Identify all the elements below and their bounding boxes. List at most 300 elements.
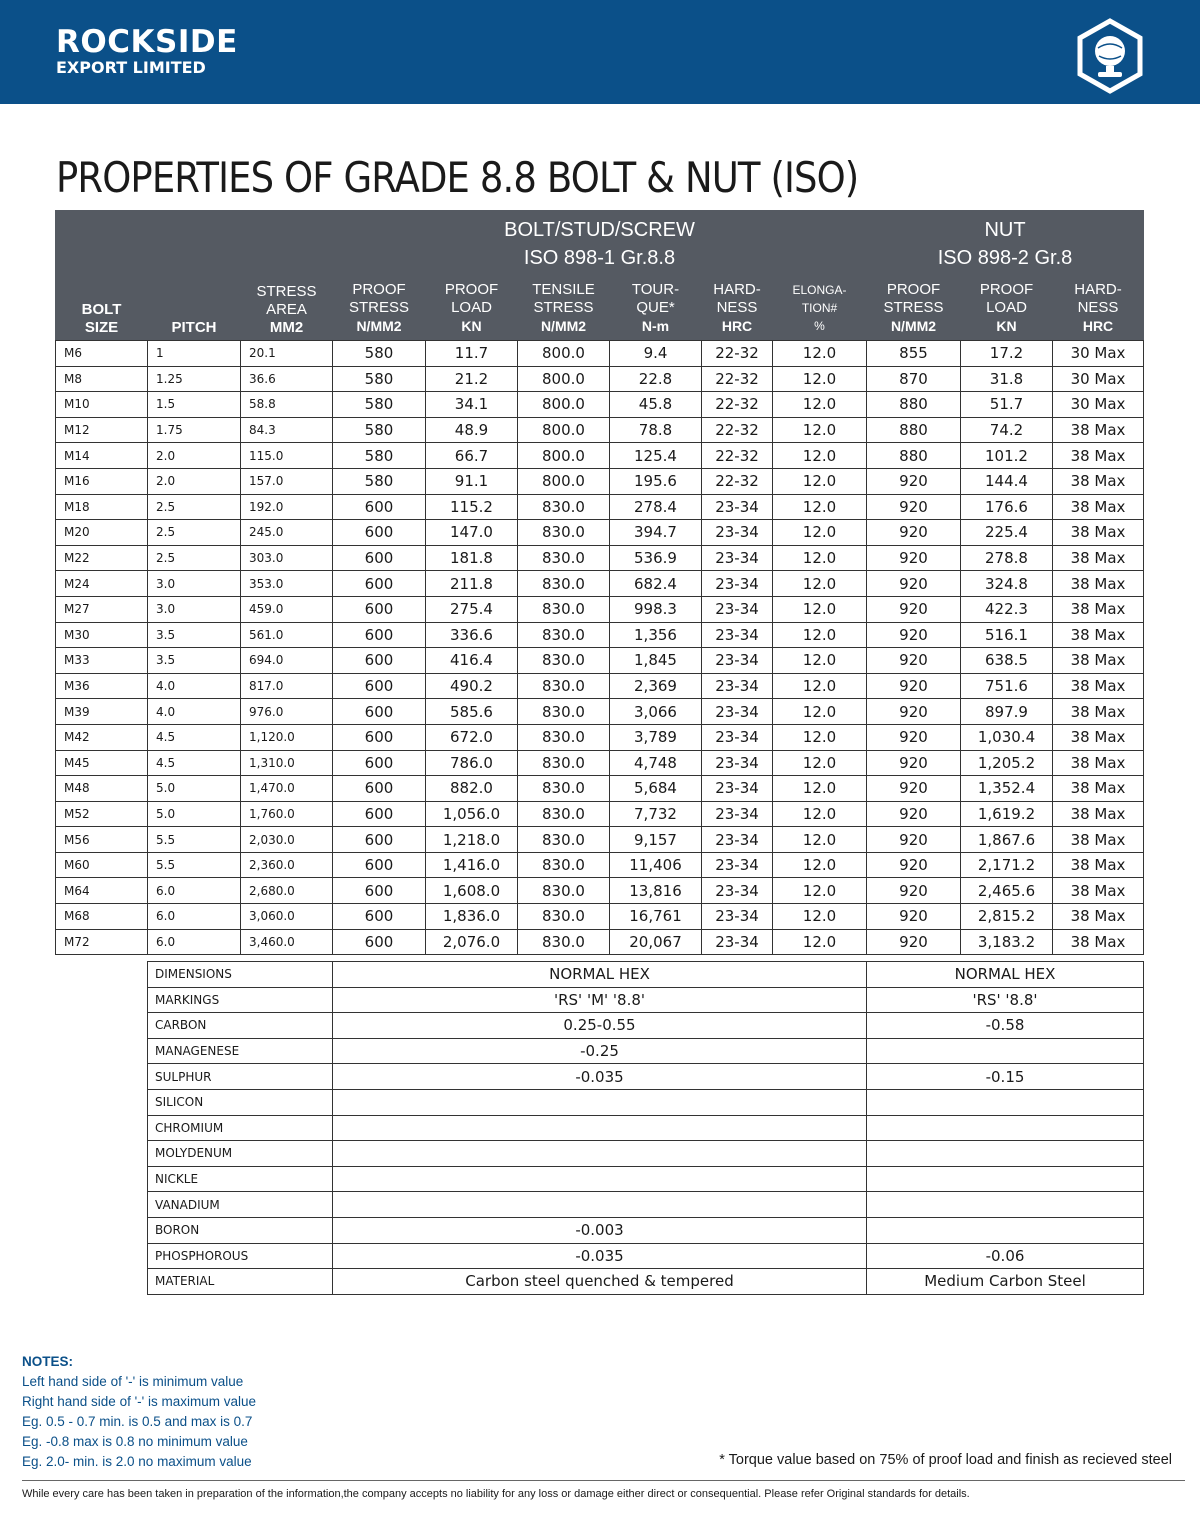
table-cell: 38 Max xyxy=(1053,417,1144,443)
table-cell: 920 xyxy=(867,468,961,494)
table-cell: M52 xyxy=(56,801,148,827)
table-cell: 275.4 xyxy=(426,596,518,622)
table-cell: 830.0 xyxy=(518,929,610,955)
table-cell: 38 Max xyxy=(1053,648,1144,674)
table-cell: 30 Max xyxy=(1053,366,1144,392)
col-header-proof-stress: PROOF STRESS N/MM2 xyxy=(332,277,426,341)
property-row xyxy=(148,1166,1144,1192)
table-cell: 115.0 xyxy=(241,443,333,469)
col-header-elongation: ELONGA- TION# % xyxy=(772,277,867,341)
notes-section xyxy=(22,1352,256,1472)
table-cell: 2.0 xyxy=(148,443,241,469)
table-cell: 416.4 xyxy=(426,648,518,674)
table-cell: 225.4 xyxy=(961,520,1053,546)
property-bolt-value: -0.003 xyxy=(333,1217,867,1243)
property-nut-value xyxy=(867,1115,1144,1141)
table-cell: 920 xyxy=(867,904,961,930)
table-cell: 600 xyxy=(333,776,426,802)
table-cell: 920 xyxy=(867,494,961,520)
table-cell: 585.6 xyxy=(426,699,518,725)
table-row xyxy=(56,571,1144,597)
property-row xyxy=(148,962,1144,988)
table-cell: 23-34 xyxy=(702,622,773,648)
table-cell: 31.8 xyxy=(961,366,1053,392)
property-bolt-value: 0.25-0.55 xyxy=(333,1013,867,1039)
table-cell: 12.0 xyxy=(773,648,867,674)
table-cell: 91.1 xyxy=(426,468,518,494)
table-cell: M56 xyxy=(56,827,148,853)
table-cell: 192.0 xyxy=(241,494,333,520)
property-row xyxy=(148,1038,1144,1064)
table-cell: 181.8 xyxy=(426,545,518,571)
table-cell: 12.0 xyxy=(773,852,867,878)
table-cell: 580 xyxy=(333,468,426,494)
col-header-pitch: PITCH xyxy=(147,210,241,341)
property-bolt-value xyxy=(333,1166,867,1192)
bolt-properties-table xyxy=(55,340,1144,955)
table-cell: 1,836.0 xyxy=(426,904,518,930)
table-cell: 2.0 xyxy=(148,468,241,494)
table-cell: 278.8 xyxy=(961,545,1053,571)
material-properties-table xyxy=(147,961,1144,1295)
table-cell: 817.0 xyxy=(241,673,333,699)
table-cell: 12.0 xyxy=(773,904,867,930)
table-cell: 3,066 xyxy=(610,699,702,725)
table-cell: M39 xyxy=(56,699,148,725)
table-cell: 9.4 xyxy=(610,341,702,367)
table-cell: 38 Max xyxy=(1053,904,1144,930)
table-cell: 830.0 xyxy=(518,673,610,699)
table-cell: 38 Max xyxy=(1053,878,1144,904)
col-header-bolt-size: BOLT SIZE xyxy=(55,210,148,341)
property-row xyxy=(148,1243,1144,1269)
table-cell: 23-34 xyxy=(702,520,773,546)
table-row xyxy=(56,341,1144,367)
table-cell: M60 xyxy=(56,852,148,878)
table-cell: 38 Max xyxy=(1053,673,1144,699)
table-cell: 23-34 xyxy=(702,904,773,930)
property-row xyxy=(148,1115,1144,1141)
table-cell: 12.0 xyxy=(773,596,867,622)
table-cell: 880 xyxy=(867,392,961,418)
table-cell: 6.0 xyxy=(148,904,241,930)
table-cell: 638.5 xyxy=(961,648,1053,674)
brand-name: ROCKSIDE xyxy=(56,24,238,60)
table-cell: 11,406 xyxy=(610,852,702,878)
table-cell: 920 xyxy=(867,648,961,674)
table-cell: 78.8 xyxy=(610,417,702,443)
table-cell: 38 Max xyxy=(1053,622,1144,648)
table-cell: 12.0 xyxy=(773,776,867,802)
property-bolt-value: 'RS' 'M' '8.8' xyxy=(333,987,867,1013)
property-row xyxy=(148,987,1144,1013)
table-cell: 23-34 xyxy=(702,852,773,878)
torque-footnote: * Torque value based on 75% of proof load and finish as recieved steel xyxy=(719,1452,1172,1468)
table-cell: 600 xyxy=(333,494,426,520)
nut-group-header: NUT ISO 898-2 Gr.8 xyxy=(866,210,1144,278)
table-row xyxy=(56,417,1144,443)
table-cell: 38 Max xyxy=(1053,801,1144,827)
table-cell: 23-34 xyxy=(702,699,773,725)
table-cell: 830.0 xyxy=(518,904,610,930)
property-nut-value: 'RS' '8.8' xyxy=(867,987,1144,1013)
note-line: Eg. 0.5 - 0.7 min. is 0.5 and max is 0.7 xyxy=(22,1414,253,1429)
table-cell: 38 Max xyxy=(1053,852,1144,878)
note-line: Eg. -0.8 max is 0.8 no minimum value xyxy=(22,1434,248,1449)
property-nut-value: -0.58 xyxy=(867,1013,1144,1039)
table-cell: 516.1 xyxy=(961,622,1053,648)
table-cell: 2,030.0 xyxy=(241,827,333,853)
table-cell: M14 xyxy=(56,443,148,469)
table-cell: 12.0 xyxy=(773,341,867,367)
table-cell: 536.9 xyxy=(610,545,702,571)
table-cell: 920 xyxy=(867,596,961,622)
table-cell: 4,748 xyxy=(610,750,702,776)
table-cell: 51.7 xyxy=(961,392,1053,418)
table-cell: 2,465.6 xyxy=(961,878,1053,904)
property-label: MANAGENESE xyxy=(148,1038,333,1064)
table-cell: 580 xyxy=(333,417,426,443)
table-cell: 12.0 xyxy=(773,827,867,853)
table-cell: 1,760.0 xyxy=(241,801,333,827)
table-cell: 278.4 xyxy=(610,494,702,520)
table-cell: 1.5 xyxy=(148,392,241,418)
table-cell: 30 Max xyxy=(1053,392,1144,418)
table-cell: 920 xyxy=(867,750,961,776)
table-cell: M33 xyxy=(56,648,148,674)
table-cell: 600 xyxy=(333,827,426,853)
table-cell: 195.6 xyxy=(610,468,702,494)
table-cell: 6.0 xyxy=(148,929,241,955)
table-cell: 12.0 xyxy=(773,392,867,418)
table-cell: 830.0 xyxy=(518,827,610,853)
table-cell: 830.0 xyxy=(518,852,610,878)
table-cell: 38 Max xyxy=(1053,750,1144,776)
table-cell: 101.2 xyxy=(961,443,1053,469)
table-cell: 422.3 xyxy=(961,596,1053,622)
table-cell: 12.0 xyxy=(773,494,867,520)
table-cell: 1,310.0 xyxy=(241,750,333,776)
table-cell: 211.8 xyxy=(426,571,518,597)
table-cell: 920 xyxy=(867,699,961,725)
property-label: MARKINGS xyxy=(148,987,333,1013)
table-cell: 1,056.0 xyxy=(426,801,518,827)
table-cell: 23-34 xyxy=(702,776,773,802)
table-cell: 600 xyxy=(333,750,426,776)
brand-subtitle: EXPORT LIMITED xyxy=(56,58,206,77)
table-cell: 22-32 xyxy=(702,443,773,469)
col-header-torque: TOUR- QUE* N-m xyxy=(609,277,702,341)
table-cell: 4.0 xyxy=(148,673,241,699)
property-label: CARBON xyxy=(148,1013,333,1039)
table-cell: 2,680.0 xyxy=(241,878,333,904)
table-cell: 800.0 xyxy=(518,392,610,418)
table-cell: 4.5 xyxy=(148,750,241,776)
table-row xyxy=(56,392,1144,418)
table-cell: 880 xyxy=(867,443,961,469)
table-cell: 561.0 xyxy=(241,622,333,648)
property-label: CHROMIUM xyxy=(148,1115,333,1141)
table-cell: 22-32 xyxy=(702,392,773,418)
table-cell: 920 xyxy=(867,545,961,571)
table-cell: 1.25 xyxy=(148,366,241,392)
property-label: DIMENSIONS xyxy=(148,962,333,988)
table-cell: 12.0 xyxy=(773,571,867,597)
table-cell: 324.8 xyxy=(961,571,1053,597)
table-cell: 38 Max xyxy=(1053,929,1144,955)
table-cell: 5.5 xyxy=(148,852,241,878)
table-cell: 115.2 xyxy=(426,494,518,520)
table-row xyxy=(56,648,1144,674)
table-row xyxy=(56,673,1144,699)
table-cell: 12.0 xyxy=(773,673,867,699)
table-cell: 580 xyxy=(333,366,426,392)
table-cell: 22-32 xyxy=(702,366,773,392)
table-cell: 38 Max xyxy=(1053,827,1144,853)
property-row xyxy=(148,1141,1144,1167)
col-header-nut-hardness: HARD- NESS HRC xyxy=(1052,277,1144,341)
table-cell: 600 xyxy=(333,673,426,699)
table-cell: 16,761 xyxy=(610,904,702,930)
table-cell: 1,619.2 xyxy=(961,801,1053,827)
property-row xyxy=(148,1269,1144,1295)
property-label: PHOSPHOROUS xyxy=(148,1243,333,1269)
table-cell: 23-34 xyxy=(702,878,773,904)
table-row xyxy=(56,468,1144,494)
table-cell: M64 xyxy=(56,878,148,904)
table-cell: 1,356 xyxy=(610,622,702,648)
table-cell: 830.0 xyxy=(518,571,610,597)
table-cell: M16 xyxy=(56,468,148,494)
table-cell: 245.0 xyxy=(241,520,333,546)
table-cell: 12.0 xyxy=(773,443,867,469)
table-cell: 5.0 xyxy=(148,776,241,802)
col-header-nut-proof-load: PROOF LOAD KN xyxy=(960,277,1053,341)
table-cell: 800.0 xyxy=(518,468,610,494)
table-cell: 2.5 xyxy=(148,545,241,571)
table-cell: 12.0 xyxy=(773,929,867,955)
table-cell: 830.0 xyxy=(518,596,610,622)
property-bolt-value: -0.035 xyxy=(333,1064,867,1090)
table-cell: 2,360.0 xyxy=(241,852,333,878)
table-cell: 38 Max xyxy=(1053,699,1144,725)
table-cell: M12 xyxy=(56,417,148,443)
table-cell: 672.0 xyxy=(426,724,518,750)
table-cell: 751.6 xyxy=(961,673,1053,699)
table-cell: 38 Max xyxy=(1053,443,1144,469)
table-cell: 3,060.0 xyxy=(241,904,333,930)
table-cell: 998.3 xyxy=(610,596,702,622)
table-cell: 920 xyxy=(867,622,961,648)
table-cell: 830.0 xyxy=(518,545,610,571)
table-cell: 920 xyxy=(867,673,961,699)
table-cell: M27 xyxy=(56,596,148,622)
table-cell: 12.0 xyxy=(773,417,867,443)
table-cell: M24 xyxy=(56,571,148,597)
table-cell: 855 xyxy=(867,341,961,367)
property-label: MATERIAL xyxy=(148,1269,333,1295)
table-cell: 13,816 xyxy=(610,878,702,904)
table-cell: 3.5 xyxy=(148,648,241,674)
property-label: SULPHUR xyxy=(148,1064,333,1090)
table-cell: 786.0 xyxy=(426,750,518,776)
table-cell: 1,120.0 xyxy=(241,724,333,750)
table-cell: 12.0 xyxy=(773,545,867,571)
table-cell: 22.8 xyxy=(610,366,702,392)
table-cell: 2,369 xyxy=(610,673,702,699)
table-cell: 5.0 xyxy=(148,801,241,827)
globe-logo-icon xyxy=(1072,18,1148,94)
table-cell: M36 xyxy=(56,673,148,699)
table-cell: 600 xyxy=(333,622,426,648)
table-cell: 830.0 xyxy=(518,878,610,904)
table-cell: 23-34 xyxy=(702,648,773,674)
table-cell: 12.0 xyxy=(773,699,867,725)
table-cell: 3,183.2 xyxy=(961,929,1053,955)
table-row xyxy=(56,827,1144,853)
table-cell: 1,867.6 xyxy=(961,827,1053,853)
table-cell: 830.0 xyxy=(518,776,610,802)
table-cell: 12.0 xyxy=(773,750,867,776)
table-cell: 3,789 xyxy=(610,724,702,750)
table-cell: 157.0 xyxy=(241,468,333,494)
table-cell: 125.4 xyxy=(610,443,702,469)
table-cell: 12.0 xyxy=(773,366,867,392)
property-label: VANADIUM xyxy=(148,1192,333,1218)
table-row xyxy=(56,596,1144,622)
table-cell: 1,205.2 xyxy=(961,750,1053,776)
table-cell: 600 xyxy=(333,571,426,597)
table-cell: 84.3 xyxy=(241,417,333,443)
property-nut-value xyxy=(867,1038,1144,1064)
table-cell: 1,030.4 xyxy=(961,724,1053,750)
property-nut-value xyxy=(867,1192,1144,1218)
property-nut-value: Medium Carbon Steel xyxy=(867,1269,1144,1295)
table-cell: 21.2 xyxy=(426,366,518,392)
table-row xyxy=(56,852,1144,878)
property-bolt-value xyxy=(333,1141,867,1167)
table-row xyxy=(56,545,1144,571)
property-bolt-value: -0.25 xyxy=(333,1038,867,1064)
property-row xyxy=(148,1089,1144,1115)
table-cell: M6 xyxy=(56,341,148,367)
table-cell: 3,460.0 xyxy=(241,929,333,955)
table-row xyxy=(56,724,1144,750)
table-cell: M22 xyxy=(56,545,148,571)
table-row xyxy=(56,366,1144,392)
table-cell: M10 xyxy=(56,392,148,418)
table-cell: 66.7 xyxy=(426,443,518,469)
disclaimer: While every care has been taken in preparation of the information,the company accepts no liability for any loss or damage either direct or consequential. Please refer Original standards for details. xyxy=(22,1488,970,1500)
table-cell: 694.0 xyxy=(241,648,333,674)
table-cell: 830.0 xyxy=(518,648,610,674)
table-row xyxy=(56,622,1144,648)
table-cell: 459.0 xyxy=(241,596,333,622)
table-cell: 682.4 xyxy=(610,571,702,597)
table-row xyxy=(56,878,1144,904)
header-banner xyxy=(0,0,1200,104)
table-cell: 800.0 xyxy=(518,417,610,443)
table-cell: 920 xyxy=(867,801,961,827)
table-cell: 920 xyxy=(867,827,961,853)
table-cell: 38 Max xyxy=(1053,494,1144,520)
property-row xyxy=(148,1217,1144,1243)
table-cell: 1,608.0 xyxy=(426,878,518,904)
table-cell: 1,218.0 xyxy=(426,827,518,853)
table-cell: M72 xyxy=(56,929,148,955)
table-cell: 9,157 xyxy=(610,827,702,853)
table-cell: 976.0 xyxy=(241,699,333,725)
table-row xyxy=(56,699,1144,725)
table-cell: 23-34 xyxy=(702,801,773,827)
table-cell: 897.9 xyxy=(961,699,1053,725)
note-line: Eg. 2.0- min. is 2.0 no maximum value xyxy=(22,1454,252,1469)
table-cell: 6.0 xyxy=(148,878,241,904)
table-cell: 45.8 xyxy=(610,392,702,418)
table-cell: 23-34 xyxy=(702,571,773,597)
table-cell: 38 Max xyxy=(1053,776,1144,802)
table-cell: 600 xyxy=(333,699,426,725)
table-cell: 7,732 xyxy=(610,801,702,827)
table-cell: 5,684 xyxy=(610,776,702,802)
table-cell: 920 xyxy=(867,724,961,750)
table-cell: 3.5 xyxy=(148,622,241,648)
table-cell: 580 xyxy=(333,341,426,367)
table-cell: 2,076.0 xyxy=(426,929,518,955)
table-cell: 22-32 xyxy=(702,468,773,494)
table-cell: 353.0 xyxy=(241,571,333,597)
table-cell: 920 xyxy=(867,929,961,955)
table-cell: 2.5 xyxy=(148,520,241,546)
table-cell: 580 xyxy=(333,443,426,469)
table-cell: 4.0 xyxy=(148,699,241,725)
table-cell: 600 xyxy=(333,596,426,622)
table-cell: 920 xyxy=(867,520,961,546)
table-cell: 830.0 xyxy=(518,801,610,827)
table-cell: 38 Max xyxy=(1053,724,1144,750)
table-cell: 580 xyxy=(333,392,426,418)
note-line: Right hand side of '-' is maximum value xyxy=(22,1394,257,1409)
table-cell: 830.0 xyxy=(518,520,610,546)
table-cell: M18 xyxy=(56,494,148,520)
property-bolt-value: NORMAL HEX xyxy=(333,962,867,988)
table-cell: 600 xyxy=(333,878,426,904)
table-cell: 830.0 xyxy=(518,494,610,520)
table-cell: 600 xyxy=(333,545,426,571)
property-label: SILICON xyxy=(148,1089,333,1115)
table-row xyxy=(56,520,1144,546)
table-cell: 882.0 xyxy=(426,776,518,802)
property-row xyxy=(148,1192,1144,1218)
table-cell: 38 Max xyxy=(1053,571,1144,597)
table-cell: 48.9 xyxy=(426,417,518,443)
property-nut-value: -0.06 xyxy=(867,1243,1144,1269)
table-cell: 12.0 xyxy=(773,622,867,648)
table-cell: 12.0 xyxy=(773,878,867,904)
table-cell: 34.1 xyxy=(426,392,518,418)
property-nut-value xyxy=(867,1089,1144,1115)
table-cell: 3.0 xyxy=(148,596,241,622)
table-cell: 600 xyxy=(333,852,426,878)
table-cell: 920 xyxy=(867,852,961,878)
col-header-nut-proof-stress: PROOF STRESS N/MM2 xyxy=(866,277,961,341)
table-cell: 600 xyxy=(333,520,426,546)
table-cell: 800.0 xyxy=(518,366,610,392)
table-row xyxy=(56,904,1144,930)
table-cell: 144.4 xyxy=(961,468,1053,494)
table-cell: 1.75 xyxy=(148,417,241,443)
table-cell: 23-34 xyxy=(702,494,773,520)
